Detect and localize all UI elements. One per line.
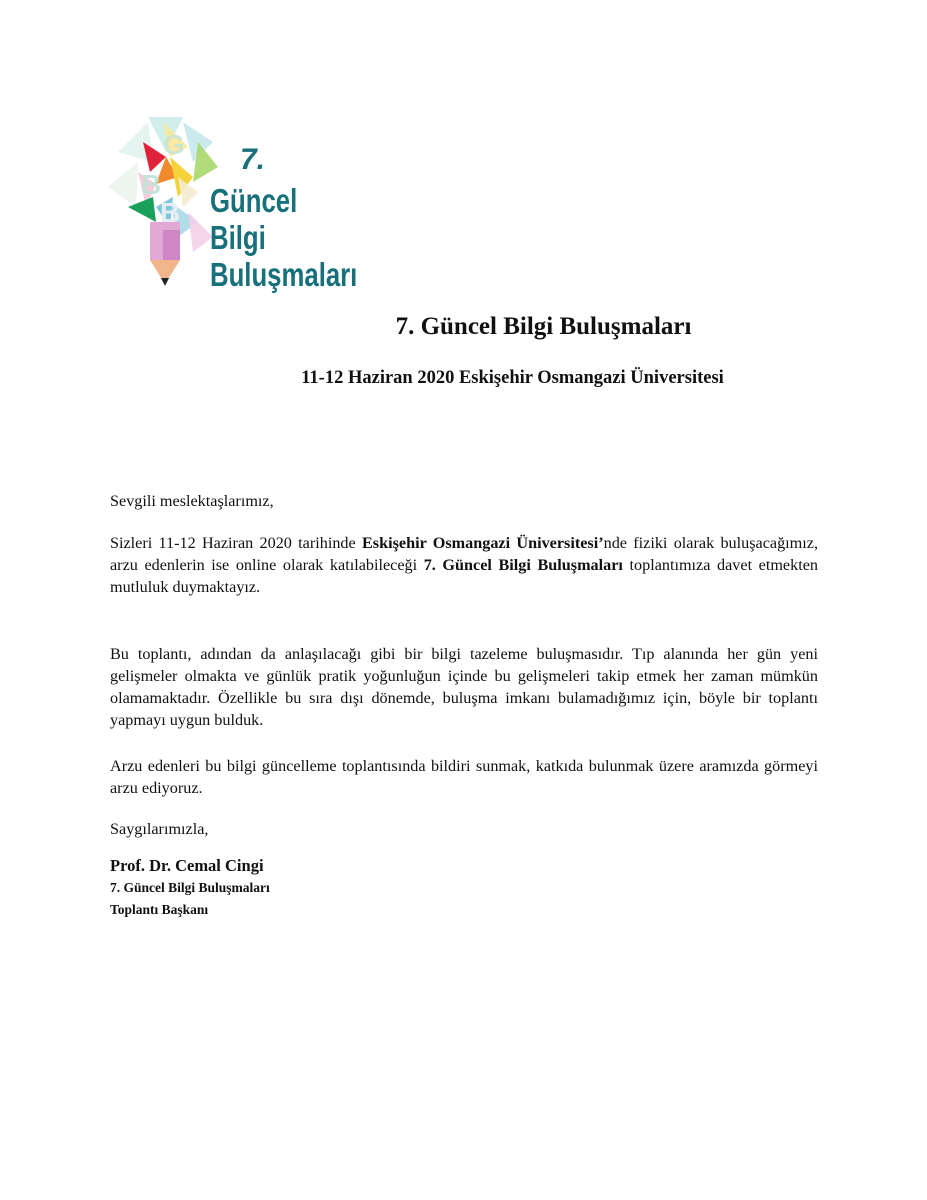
paragraph-invitation — [110, 532, 818, 598]
paragraph-text: Sizleri 11-12 Haziran 2020 tarihinde — [110, 534, 362, 552]
closing: Saygılarımızla, — [110, 820, 209, 838]
svg-text:B: B — [160, 197, 181, 228]
event-name: 7. Güncel Bilgi Buluşmaları — [423, 556, 623, 574]
paragraph-text: nde fiziki olarak buluşacağımız, arzu edenlerin ise online olarak katılabileceği — [110, 534, 818, 574]
svg-text:B: B — [141, 169, 162, 200]
logo-line-3: Buluşmaları — [210, 256, 358, 293]
paragraph-call-for-papers: Arzu edenleri bu bilgi güncelleme toplantısında bildiri sunmak, katkıda bulunmak üzere aramızda görmeyi arzu ediyoruz. — [110, 757, 818, 797]
svg-text:G: G — [163, 129, 185, 160]
paragraph-purpose: Bu toplantı, adından da anlaşılacağı gibi bir bilgi tazeleme buluşmasıdır. Tıp alanında her gün yeni gelişmeler olmakta ve günlük pratik yoğunluğun içinde bu gelişmeleri takip etmek her zaman mümkün olamamaktadır. Özellikle bu sıra dışı dönemde, buluşma imkanı bulamadığımız için, böyle bir toplantı yapmayı uygun bulduk. — [110, 645, 818, 729]
logo-number: 7. — [240, 143, 266, 176]
logo-line-2: Bilgi — [210, 219, 266, 256]
university-name: Eskişehir Osmangazi Üniversitesi’ — [362, 534, 604, 552]
signature-role: Toplantı Başkanı — [110, 902, 209, 917]
signature-event: 7. Güncel Bilgi Buluşmaları — [110, 880, 270, 895]
signature-name: Prof. Dr. Cemal Cingi — [110, 856, 264, 875]
pencil-mosaic-icon — [108, 112, 218, 292]
document-title: 7. Güncel Bilgi Buluşmaları — [395, 313, 692, 340]
logo-line-1: Güncel — [210, 182, 298, 219]
paragraph-text: toplantımıza davet etmekten mutluluk duymaktayız. — [110, 556, 818, 596]
salutation: Sevgili meslektaşlarımız, — [110, 492, 274, 510]
document-subtitle: 11-12 Haziran 2020 Eskişehir Osmangazi Üniversitesi — [301, 368, 724, 388]
